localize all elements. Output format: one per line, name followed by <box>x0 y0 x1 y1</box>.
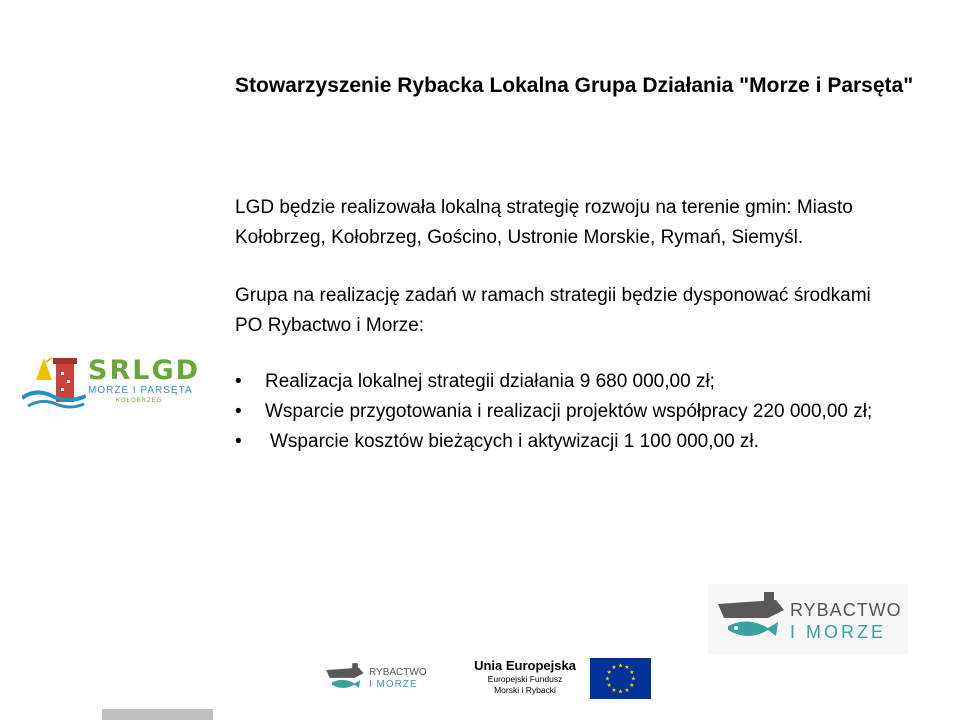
eu-star-icon: ★ <box>606 683 612 689</box>
eu-star-icon: ★ <box>617 663 624 670</box>
eu-fund-line2: Morski i Rybacki <box>494 685 556 695</box>
paragraph-funds <box>235 281 960 341</box>
srlgd-logo <box>22 352 201 414</box>
eu-star-icon: ★ <box>617 689 624 696</box>
eu-fund-line1: Europejski Fundusz <box>487 674 563 684</box>
bullet-item: • Wsparcie kosztów bieżących i aktywizacji 1 100 000,00 zł. <box>235 427 955 457</box>
rybactwo-logo-small <box>324 660 439 696</box>
paragraph-gminas <box>235 193 960 253</box>
eu-title: Unia Europejska <box>474 658 576 673</box>
eu-star-icon: ★ <box>604 676 611 683</box>
eu-star-icon: ★ <box>629 670 635 676</box>
fishing-boat-icon <box>714 590 792 650</box>
eu-star-icon: ★ <box>611 687 617 694</box>
bullet-item: • Wsparcie przygotowania i realizacji projektów współpracy 220 000,00 zł; <box>235 397 955 427</box>
rybactwo-line1: RYBACTWO <box>790 600 902 620</box>
bullet-item: • Realizacja lokalnej strategii działania 9 680 000,00 zł; <box>235 367 955 397</box>
lighthouse-icon <box>22 352 86 414</box>
rybactwo-line2: I MORZE <box>369 679 418 690</box>
srlgd-subtitle: MORZE I PARSĘTA <box>88 385 193 396</box>
paragraph-line: Kołobrzeg, Kołobrzeg, Gościno, Ustronie Morskie, Rymań, Siemyśl. <box>235 227 804 248</box>
srlgd-city: KOŁOBRZEG <box>116 398 163 404</box>
eu-star-icon: ★ <box>611 665 617 672</box>
paragraph-line: LGD będzie realizowała lokalną strategię rozwoju na terenie gmin: Miasto <box>235 197 853 218</box>
rybactwo-line2: I MORZE <box>790 622 886 642</box>
rybactwo-logo-large <box>708 584 908 654</box>
footer-bar <box>102 709 213 720</box>
funding-list <box>235 367 955 457</box>
slide-title: Stowarzyszenie Rybacka Lokalna Grupa Działania "Morze i Parsęta" <box>235 74 914 97</box>
eu-star-icon: ★ <box>606 670 612 676</box>
eu-star-icon: ★ <box>624 665 630 672</box>
eu-funding-label <box>460 658 590 696</box>
srlgd-name: SRLGD <box>88 355 201 386</box>
rybactwo-line1: RYBACTWO <box>369 667 427 678</box>
eu-flag-icon <box>590 658 651 699</box>
eu-star-icon: ★ <box>629 683 635 689</box>
fishing-boat-icon <box>324 662 368 696</box>
paragraph-line: Grupa na realizację zadań w ramach strategii będzie dysponować środkami <box>235 285 871 306</box>
paragraph-line: PO Rybactwo i Morze: <box>235 315 424 336</box>
eu-star-icon: ★ <box>630 676 637 683</box>
eu-star-icon: ★ <box>624 687 630 694</box>
